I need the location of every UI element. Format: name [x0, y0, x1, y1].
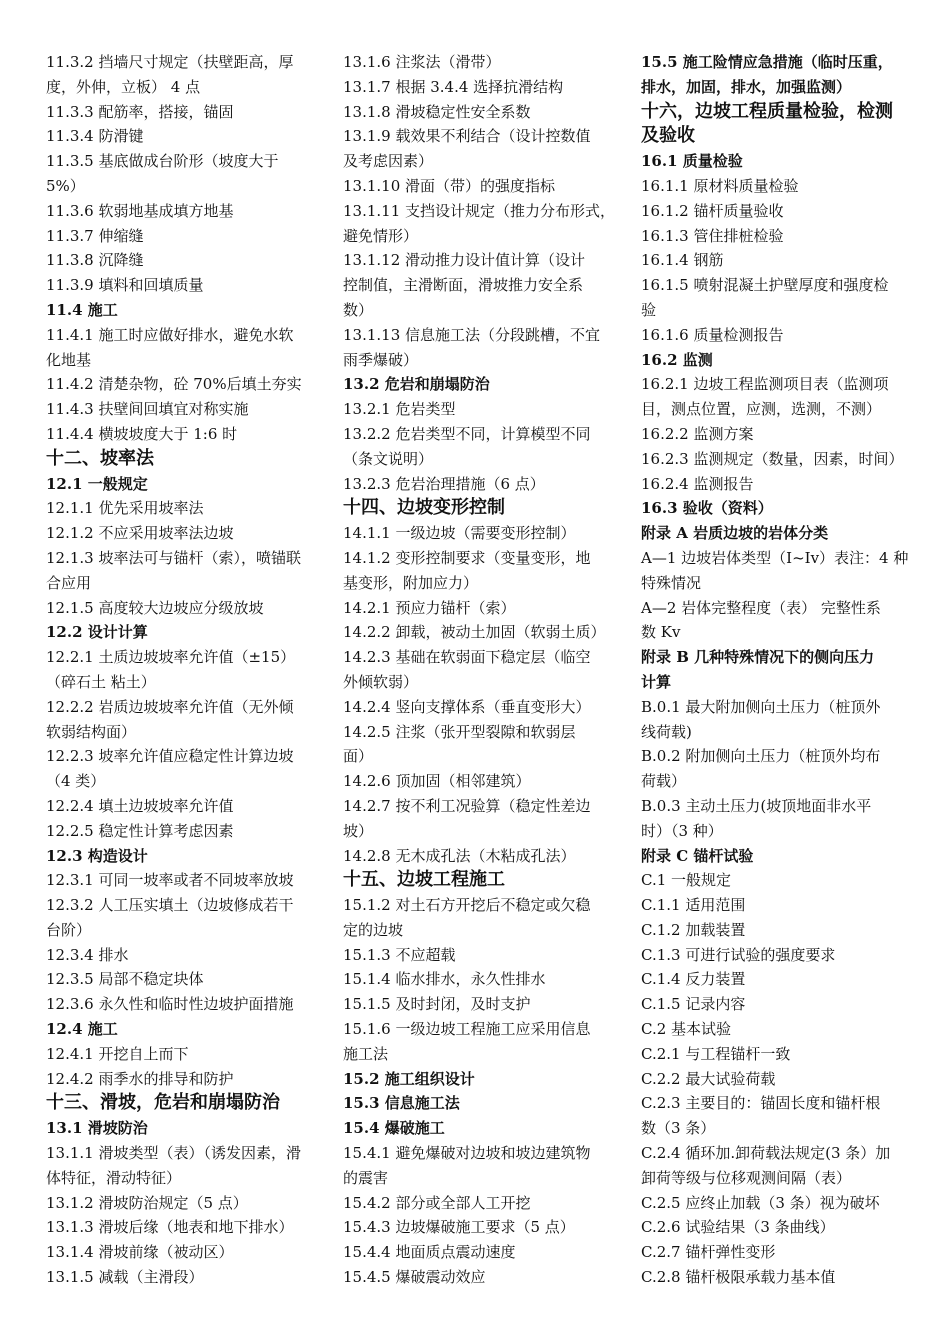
chapter-heading: 十三、滑坡，危岩和崩塌防治	[46, 1092, 280, 1114]
text-line: 14.2.4 竖向支撑体系（垂直变形大）	[343, 697, 591, 716]
text-line: 16.1.3 管住排桩检验	[641, 226, 784, 245]
text-line: 15.1.5 及时封闭，及时支护	[343, 995, 531, 1014]
text-line: 16.2.3 监测规定（数量，因素，时间）	[641, 449, 904, 468]
text-line: 15.4.2 部分或全部人工开挖	[343, 1193, 531, 1212]
text-line: 13.2.1 危岩类型	[343, 400, 456, 419]
text-line: C.1.5 记录内容	[641, 995, 746, 1014]
text-line: 15.4.3 边坡爆破施工要求（5 点）	[343, 1218, 575, 1237]
text-line: 12.2.2 岩质边坡坡率允许值（无外倾	[46, 697, 294, 716]
text-line: 11.3.5 基底做成台阶形（坡度大于	[46, 152, 279, 171]
text-line: 避免情形）	[343, 226, 419, 245]
text-line: 11.3.8 沉降缝	[46, 251, 144, 270]
text-line: 16.1.4 钢筋	[641, 251, 724, 270]
chapter-heading: 十二、坡率法	[46, 447, 154, 469]
text-line: C.2.1 与工程锚杆一致	[641, 1044, 791, 1063]
section-heading: 11.4 施工	[46, 300, 118, 319]
text-line: 合应用	[46, 573, 92, 592]
text-column-middle	[343, 50, 616, 1290]
text-line: C.2.6 试验结果（3 条曲线）	[641, 1218, 835, 1237]
text-line: 时）（3 种）	[641, 821, 723, 840]
text-line: 软弱结构面）	[46, 722, 137, 741]
text-line: 体特征，滑动特征）	[46, 1168, 182, 1187]
text-line: 线荷载)	[641, 722, 692, 741]
text-line: 12.3.2 人工压实填土（边坡修成若干	[46, 896, 294, 915]
text-line: 15.4.1 避免爆破对边坡和坡边建筑物	[343, 1144, 591, 1163]
text-line: 14.2.8 无木成孔法（木粘成孔法）	[343, 846, 576, 865]
text-line: 13.1.6 注浆法（滑带）	[343, 53, 501, 71]
text-line: 11.4.2 清楚杂物，砼 70%后填土夯实	[46, 375, 302, 394]
text-line: 12.4.1 开挖自上而下	[46, 1044, 189, 1063]
text-line: 雨季爆破）	[343, 350, 419, 369]
text-line: 13.1.1 滑坡类型（表）（诱发因素，滑	[46, 1144, 301, 1163]
text-line: 14.2.1 预应力锚杆（索）	[343, 598, 516, 617]
text-line: 化地基	[46, 350, 92, 369]
text-line: 14.2.7 按不利工况验算（稳定性差边	[343, 796, 591, 815]
text-line: 12.4.2 雨季水的排导和防护	[46, 1069, 234, 1088]
text-line: 特殊情况	[641, 573, 702, 592]
text-line: 13.1.5 减载（主滑段）	[46, 1268, 204, 1287]
text-line: 控制值，主滑断面，滑坡推力安全系	[343, 276, 584, 295]
text-line: C.2.5 应终止加载（3 条）视为破坏	[641, 1193, 880, 1212]
text-line: 的震害	[343, 1168, 389, 1187]
section-heading: 16.2 监测	[641, 350, 713, 369]
section-heading: 15.2 施工组织设计	[343, 1069, 475, 1088]
text-line: 13.1.10 滑面（带）的强度指标	[343, 176, 556, 195]
section-heading: 16.3 验收（资料）	[641, 499, 773, 518]
text-line: 12.1.1 优先采用坡率法	[46, 499, 204, 518]
text-line: 11.4.4 横坡坡度大于 1:6 时	[46, 424, 238, 443]
text-line: 施工法	[343, 1044, 389, 1063]
text-line: 13.1.9 载效果不利结合（设计控数值	[343, 127, 591, 146]
text-line: 11.3.4 防滑键	[46, 127, 144, 146]
text-line: 15.1.4 临水排水，永久性排水	[343, 970, 546, 989]
text-line: 14.1.1 一级边坡（需要变形控制）	[343, 524, 576, 543]
text-line: 13.1.2 滑坡防治规定（5 点）	[46, 1193, 248, 1212]
text-line: 12.1.2 不应采用坡率法边坡	[46, 524, 234, 543]
section-heading: 13.1 滑坡防治	[46, 1119, 148, 1138]
text-line: 14.1.2 变形控制要求（变量变形，地	[343, 548, 591, 567]
chapter-heading: 十四、边坡变形控制	[343, 497, 505, 519]
text-line: 16.2.2 监测方案	[641, 424, 754, 443]
text-line: 15.1.6 一级边坡工程施工应采用信息	[343, 1020, 591, 1039]
text-line: 度，外伸，立板） 4 点	[46, 77, 201, 96]
text-line: C.1.2 加载装置	[641, 920, 746, 939]
text-line: 13.1.4 滑坡前缘（被动区）	[46, 1243, 234, 1262]
section-heading: 15.3 信息施工法	[343, 1094, 460, 1113]
text-line: 12.3.4 排水	[46, 945, 129, 964]
text-line: 5%）	[46, 176, 85, 195]
section-heading: 计算	[641, 672, 672, 691]
section-heading: 15.5 施工险情应急措施（临时压重，	[641, 53, 893, 71]
text-line: B.0.1 最大附加侧向土压力（桩顶外	[641, 697, 881, 716]
text-line: 12.2.3 坡率允许值应稳定性计算边坡	[46, 747, 294, 766]
text-line: C.2 基本试验	[641, 1020, 732, 1039]
text-line: 数）	[343, 300, 374, 319]
text-line: A—1 边坡岩体类型（I~Iv）表注：4 种	[641, 548, 909, 567]
section-heading: 13.2 危岩和崩塌防治	[343, 375, 490, 394]
text-line: 14.2.2 卸载，被动土加固（软弱土质）	[343, 623, 606, 642]
text-line: 12.2.4 填土边坡坡率允许值	[46, 796, 234, 815]
text-line: 11.3.3 配筋率，搭接，锚固	[46, 102, 234, 121]
text-line: 11.3.9 填料和回填质量	[46, 276, 204, 295]
text-line: （4 类）	[46, 772, 106, 791]
text-line: 11.3.7 伸缩缝	[46, 226, 144, 245]
section-heading: 排水，加固，排水，加强监测）	[641, 77, 852, 96]
text-line: 13.1.12 滑动推力设计值计算（设计	[343, 251, 586, 270]
text-line: 16.1.6 质量检测报告	[641, 325, 784, 344]
text-line: 12.3.1 可同一坡率或者不同坡率放坡	[46, 871, 294, 890]
text-line: 16.1.2 锚杆质量验收	[641, 201, 784, 220]
text-line: 11.3.2 挡墙尺寸规定（扶壁距高，厚	[46, 53, 294, 71]
text-line: 定的边坡	[343, 920, 404, 939]
text-line: 12.2.1 土质边坡坡率允许值（±15）	[46, 648, 296, 667]
section-heading: 12.3 构造设计	[46, 846, 148, 865]
text-line: 基变形，附加应力）	[343, 573, 479, 592]
text-line: C.1.4 反力装置	[641, 970, 746, 989]
text-line: B.0.3 主动土压力(坡顶地面非水平	[641, 796, 872, 815]
text-column-right	[641, 50, 909, 1290]
text-line: 11.4.3 扶壁间回填宜对称实施	[46, 400, 249, 419]
chapter-heading: 十六，边坡工程质量检验，检测	[641, 100, 893, 122]
chapter-heading: 十五、边坡工程施工	[343, 869, 505, 891]
text-line: C.2.4 循环加.卸荷载法规定(3 条）加	[641, 1144, 891, 1163]
section-heading: 16.1 质量检验	[641, 152, 743, 171]
section-heading: 12.1 一般规定	[46, 474, 148, 493]
text-line: 荷载）	[641, 772, 687, 791]
text-line: 13.1.13 信息施工法（分段跳槽，不宜	[343, 325, 601, 344]
text-line: C.2.2 最大试验荷载	[641, 1069, 776, 1088]
text-column-left	[46, 50, 308, 1290]
chapter-heading: 及验收	[641, 125, 695, 147]
text-line: 12.2.5 稳定性计算考虑因素	[46, 821, 234, 840]
text-line: 13.1.8 滑坡稳定性安全系数	[343, 102, 531, 121]
text-line: 数 Kv	[641, 623, 681, 642]
text-line: 12.3.6 永久性和临时性边坡护面措施	[46, 995, 294, 1014]
text-line: 16.2.4 监测报告	[641, 474, 754, 493]
section-heading: 附录 B 几种特殊情况下的侧向压力	[641, 648, 875, 667]
text-line: 13.1.11 支挡设计规定（推力分布形式，	[343, 201, 616, 220]
text-line: 13.2.3 危岩治理措施（6 点）	[343, 474, 545, 493]
text-line: B.0.2 附加侧向土压力（桩顶外均布	[641, 747, 881, 766]
text-line: 外倾软弱）	[343, 672, 419, 691]
text-line: C.1.3 可进行试验的强度要求	[641, 945, 836, 964]
section-heading: 15.4 爆破施工	[343, 1119, 445, 1138]
text-line: 13.2.2 危岩类型不同，计算模型不同	[343, 424, 591, 443]
text-line: A—2 岩体完整程度（表） 完整性系	[641, 598, 881, 617]
text-line: 16.1.5 喷射混凝土护壁厚度和强度检	[641, 276, 889, 295]
section-heading: 附录 C 锚杆试验	[641, 846, 754, 865]
text-line: C.2.7 锚杆弹性变形	[641, 1243, 776, 1262]
text-line: 目，测点位置，应测，选测，不测）	[641, 400, 882, 419]
text-line: 15.4.5 爆破震动效应	[343, 1268, 486, 1287]
text-line: 及考虑因素）	[343, 152, 434, 171]
text-line: 12.1.5 高度较大边坡应分级放坡	[46, 598, 264, 617]
text-line: C.2.8 锚杆极限承载力基本值	[641, 1268, 836, 1287]
text-line: 13.1.3 滑坡后缘（地表和地下排水）	[46, 1218, 294, 1237]
text-line: C.1.1 适用范围	[641, 896, 746, 915]
text-line: 台阶）	[46, 920, 92, 939]
text-line: 12.3.5 局部不稳定块体	[46, 970, 204, 989]
text-line: 坡）	[343, 821, 374, 840]
text-line: 16.2.1 边坡工程监测项目表（监测项	[641, 375, 889, 394]
text-line: 卸荷等级与位移观测间隔（表）	[641, 1168, 852, 1187]
text-line: 11.4.1 施工时应做好排水，避免水软	[46, 325, 294, 344]
text-line: 15.4.4 地面质点震动速度	[343, 1243, 516, 1262]
text-line: 数（3 条）	[641, 1119, 716, 1138]
text-line: 16.1.1 原材料质量检验	[641, 176, 799, 195]
text-line: （碎石土 粘土）	[46, 672, 156, 691]
text-line: 15.1.3 不应超载	[343, 945, 456, 964]
text-line: 14.2.3 基础在软弱面下稳定层（临空	[343, 648, 591, 667]
section-heading: 12.4 施工	[46, 1020, 118, 1039]
text-line: C.2.3 主要目的：锚固长度和锚杆根	[641, 1094, 881, 1113]
text-line: C.1 一般规定	[641, 871, 732, 890]
text-line: 13.1.7 根据 3.4.4 选择抗滑结构	[343, 77, 564, 96]
text-line: （条文说明）	[343, 449, 434, 468]
section-heading: 12.2 设计计算	[46, 623, 148, 642]
text-line: 14.2.6 顶加固（相邻建筑）	[343, 772, 531, 791]
text-line: 15.1.2 对土石方开挖后不稳定或欠稳	[343, 896, 591, 915]
text-line: 验	[641, 300, 657, 319]
text-line: 11.3.6 软弱地基成填方地基	[46, 201, 234, 220]
text-line: 14.2.5 注浆（张开型裂隙和软弱层	[343, 722, 576, 741]
section-heading: 附录 A 岩质边坡的岩体分类	[641, 524, 829, 543]
text-line: 12.1.3 坡率法可与锚杆（索），喷锚联	[46, 548, 301, 567]
text-line: 面）	[343, 747, 374, 766]
